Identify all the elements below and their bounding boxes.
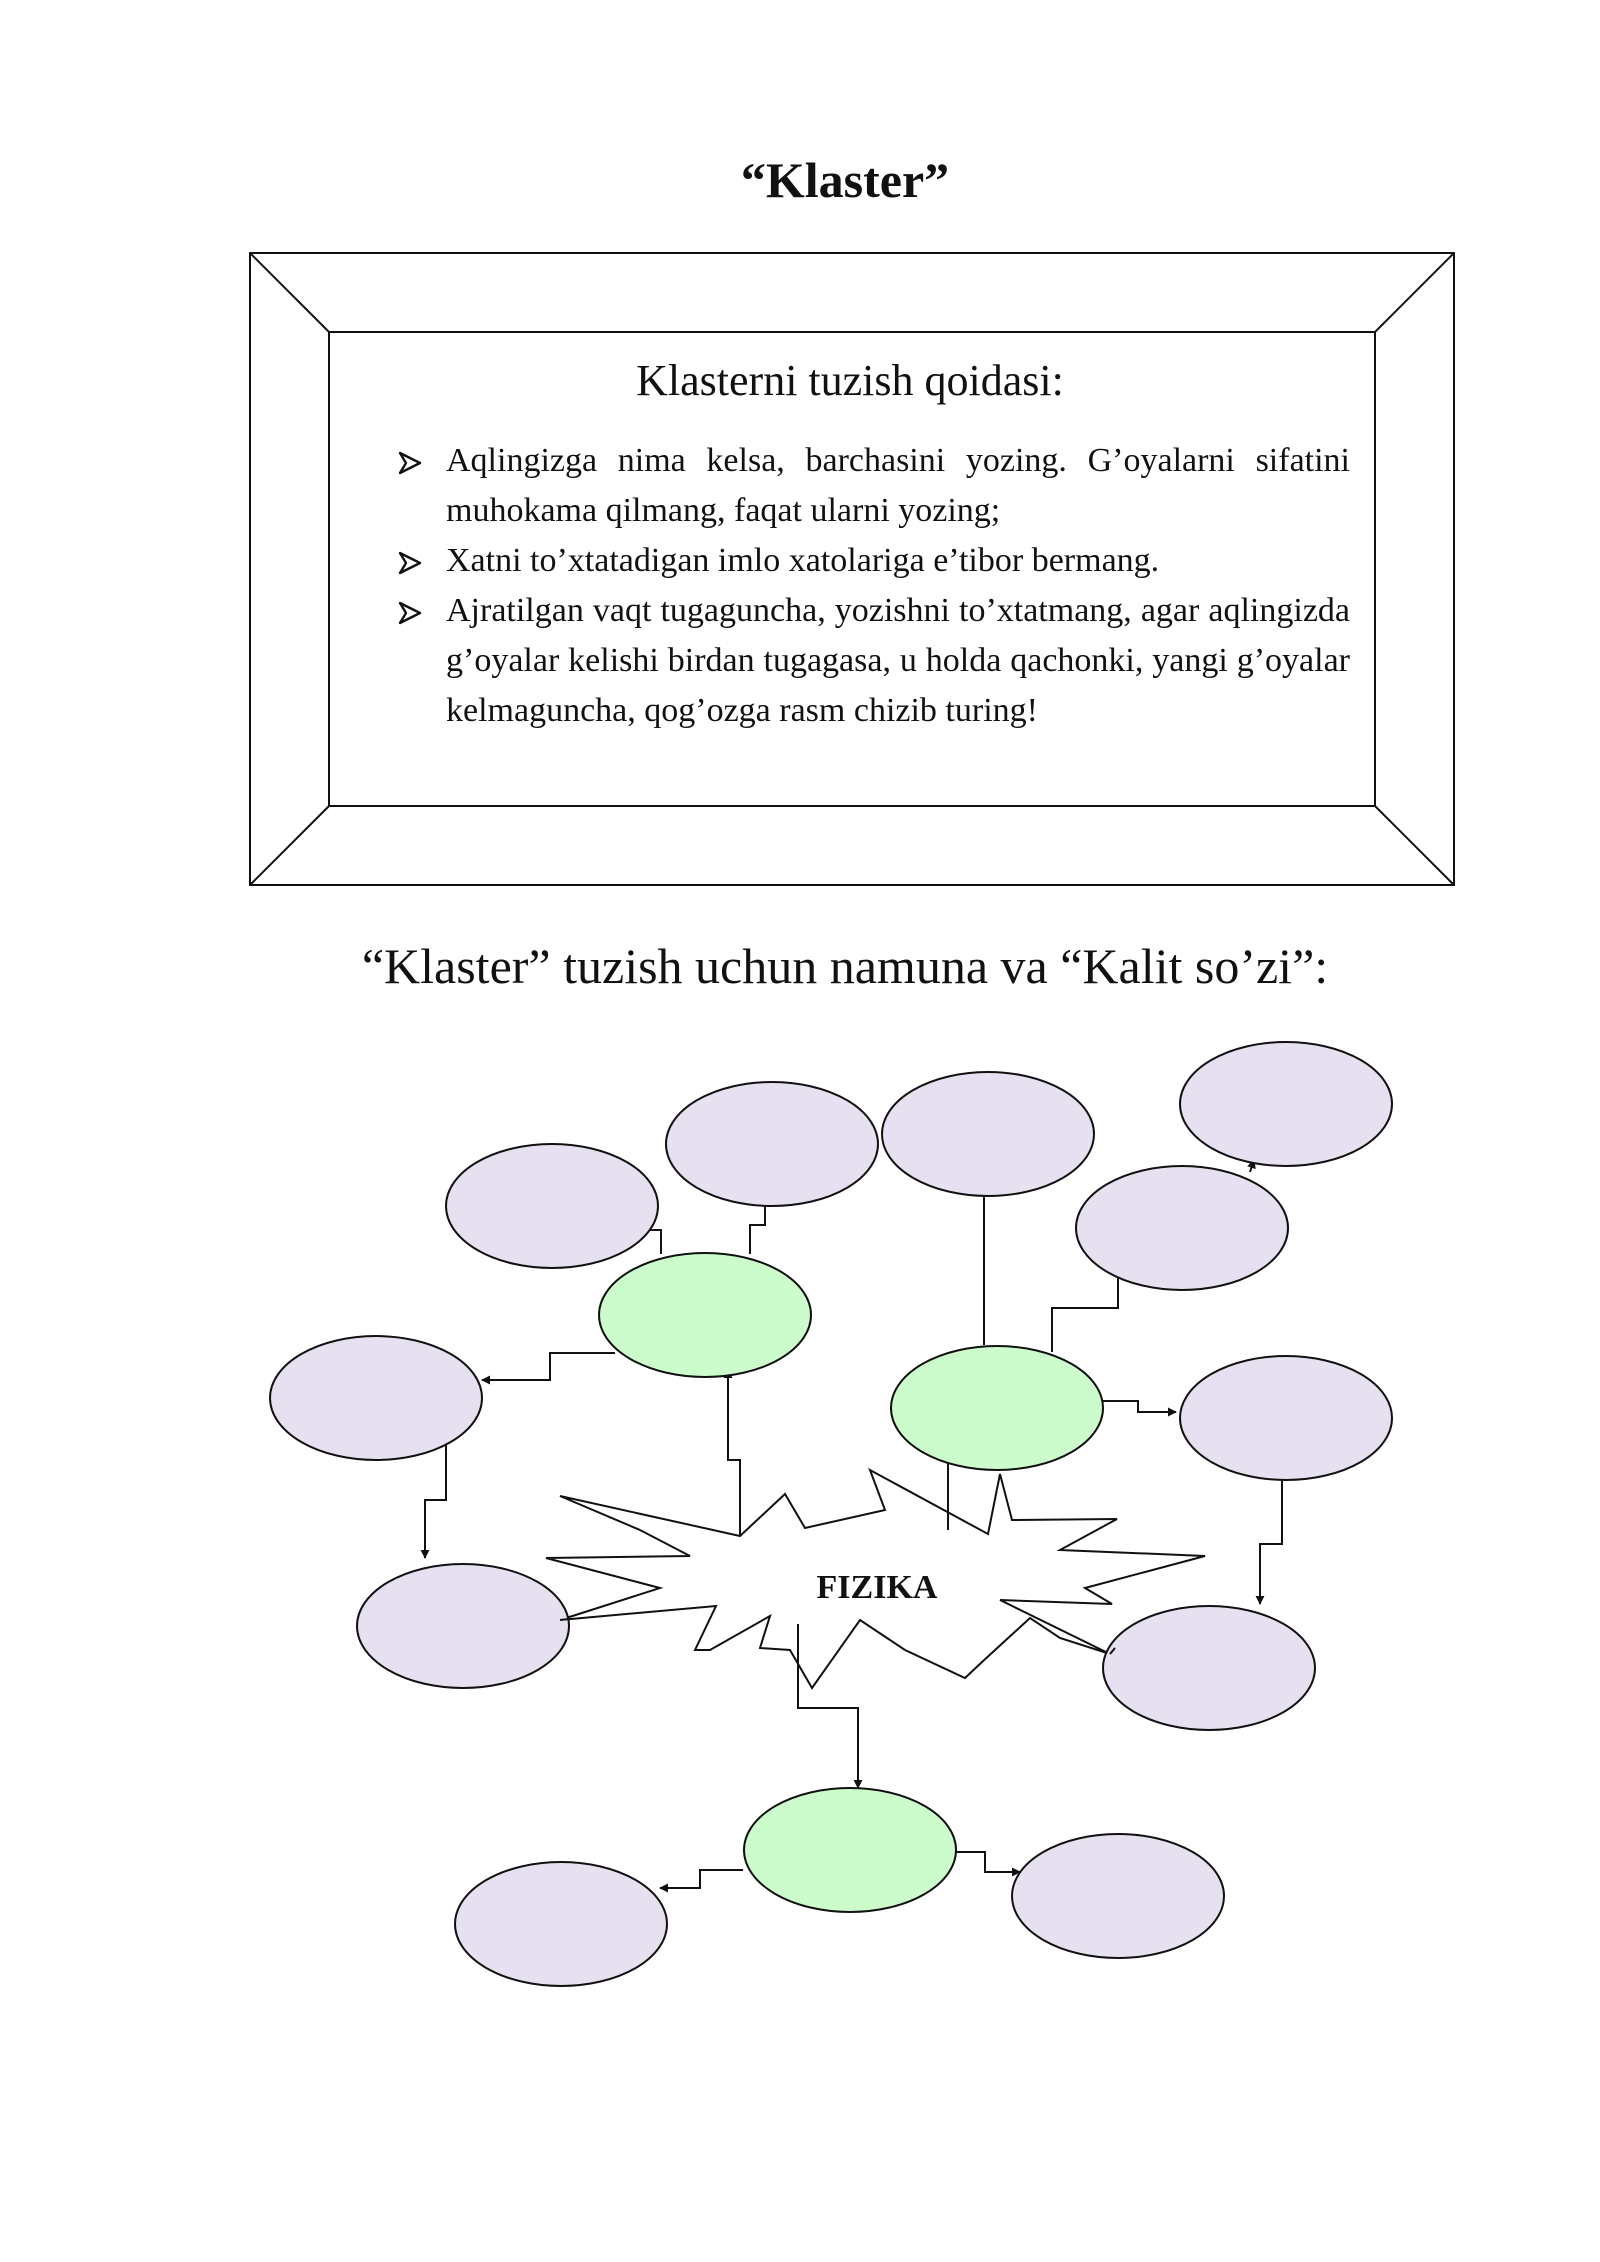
connector-line <box>728 1370 740 1536</box>
rule-text: Aqlingizga nima kelsa, barchasini yozing. G’oyalarni sifatini muhokama qilmang, faqat ularni yozing; <box>446 441 1350 529</box>
cluster-subtitle: “Klaster” tuzish uchun namuna va “Kalit so’zi”: <box>361 938 1329 994</box>
primary-node <box>744 1788 956 1912</box>
connector-line <box>660 1870 743 1888</box>
primary-node <box>599 1253 811 1377</box>
secondary-node <box>455 1862 667 1986</box>
secondary-node <box>1103 1606 1315 1730</box>
secondary-node <box>357 1564 569 1688</box>
connector-line <box>1260 1476 1282 1604</box>
connector-line <box>425 1441 446 1558</box>
center-keyword: FIZIKA <box>816 1569 938 1606</box>
rules-heading: Klasterni tuzish qoidasi: <box>636 356 1064 405</box>
connector-line <box>1052 1262 1118 1352</box>
secondary-node <box>270 1336 482 1460</box>
star-spike-line <box>560 1619 569 1620</box>
secondary-node <box>882 1072 1094 1196</box>
page-title: “Klaster” <box>740 152 950 208</box>
connector-line <box>482 1353 615 1380</box>
secondary-node <box>1180 1356 1392 1480</box>
rule-text: Xatni to’xtatadigan imlo xatolariga e’tibor bermang. <box>446 541 1160 579</box>
secondary-node <box>1012 1834 1224 1958</box>
primary-node <box>891 1346 1103 1470</box>
rule-text: Ajratilgan vaqt tugaguncha, yozishni to’xtatmang, agar aqlingizda g’oyalar kelishi birdan tugagasa, u holda qachonki, yangi g’oyalar kelmaguncha, qog’ozga rasm chizib turing! <box>446 591 1350 729</box>
connector-line <box>953 1852 1020 1872</box>
secondary-node <box>446 1144 658 1268</box>
secondary-node <box>666 1082 878 1206</box>
connector-line <box>1098 1401 1176 1412</box>
secondary-node <box>1180 1042 1392 1166</box>
secondary-node <box>1076 1166 1288 1290</box>
